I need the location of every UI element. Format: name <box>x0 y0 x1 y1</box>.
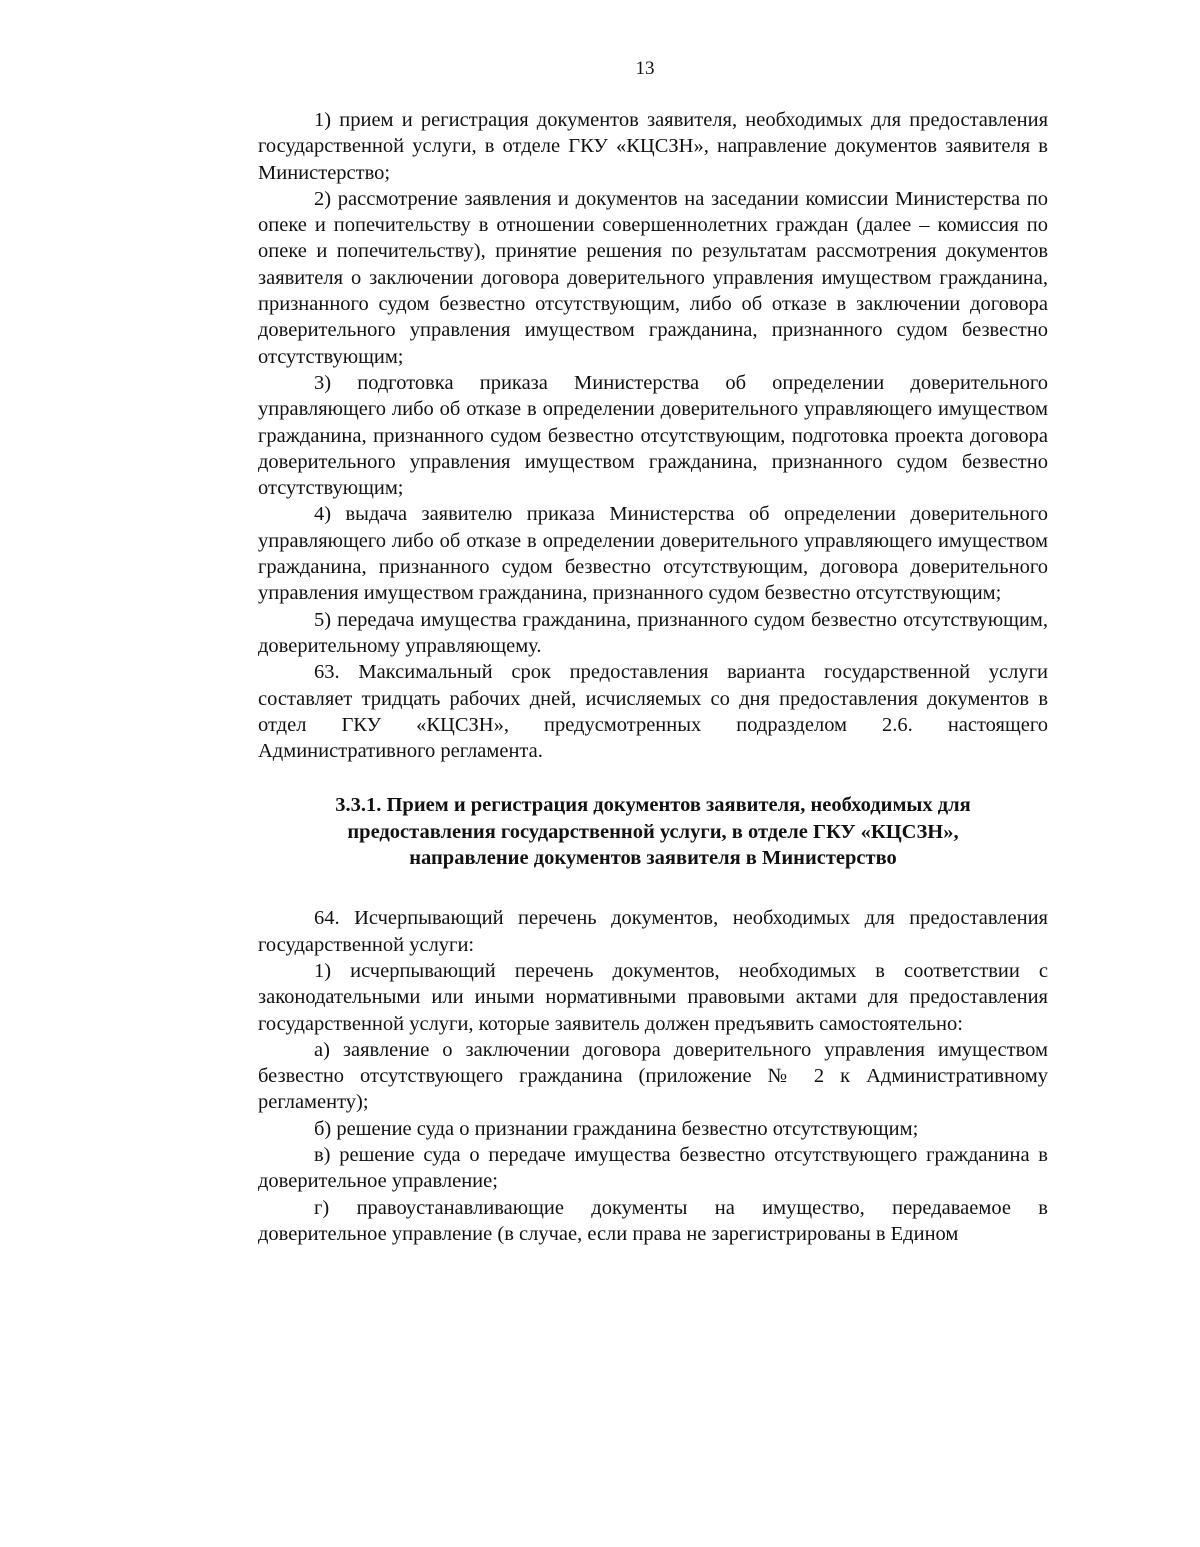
section-heading <box>258 792 1048 871</box>
page-number: 13 <box>635 58 655 79</box>
section-heading-line-2: предоставления государственной услуги, в отделе ГКУ «КЦСЗН», <box>347 820 959 843</box>
list-item-4: 4) выдача заявителю приказа Министерства об определении доверительного управляющего либо об отказе в определении доверительного управляющего имуществом гражданина, признанного судом безвестно отсутствующим, договора доверительного управления имуществом гражданина, признанного судом безвестно отсутствующим; <box>258 503 1048 605</box>
section-heading-line-3: направление документов заявителя в Министерство <box>409 847 897 870</box>
list-item-2: 2) рассмотрение заявления и документов на заседании комиссии Министерства по опеке и попечительству в отношении совершеннолетних граждан (далее – комиссия по опеке и попечительству), принятие решения по результатам рассмотрения документов заявителя о заключении договора доверительного управления имуществом гражданина, признанного судом безвестно отсутствующим, либо об отказе в заключении договора доверительного управления имуществом гражданина, признанного судом безвестно отсутствующим; <box>258 187 1048 368</box>
subclause-a: а) заявление о заключении договора доверительного управления имуществом безвестно отсутствующего гражданина (приложение № 2 к Административному регламенту); <box>258 1038 1048 1114</box>
subclause-g: г) правоустанавливающие документы на имущество, передаваемое в доверительное управление (в случае, если права не зарегистрированы в Едином <box>258 1196 1048 1245</box>
subclause-b: б) решение суда о признании гражданина безвестно отсутствующим; <box>314 1117 919 1140</box>
subclause-1: 1) исчерпывающий перечень документов, необходимых в соответствии с законодательными или иными нормативными правовыми актами для предоставления государственной услуги, которые заявитель должен предъявить самостоятельно: <box>258 959 1048 1035</box>
clause-64: 64. Исчерпывающий перечень документов, необходимых для предоставления государственной услуги: <box>258 907 1048 956</box>
subclause-v: в) решение суда о передаче имущества безвестно отсутствующего гражданина в доверительное управление; <box>258 1143 1048 1193</box>
list-item-5: 5) передача имущества гражданина, признанного судом безвестно отсутствующим, доверительному управляющему. <box>258 608 1048 657</box>
section-heading-line-1: 3.3.1. Прием и регистрация документов заявителя, необходимых для <box>335 794 971 817</box>
list-item-3: 3) подготовка приказа Министерства об определении доверительного управляющего либо об отказе в определении доверительного управляющего имуществом гражданина, признанного судом безвестно отсутствующим, подготовка проекта договора доверительного управления имуществом гражданина, признанного судом безвестно отсутствующим; <box>258 371 1048 500</box>
list-item-1: 1) прием и регистрация документов заявителя, необходимых для предоставления государственной услуги, в отделе ГКУ «КЦСЗН», направление документов заявителя в Министерство; <box>258 109 1048 184</box>
clause-63: 63. Максимальный срок предоставления варианта государственной услуги составляет тридцать рабочих дней, исчисляемых со дня предоставления документов в отдел ГКУ «КЦСЗН», предусмотренных подразделом 2.6. настоящего Административного регламента. <box>258 661 1048 763</box>
document-body <box>258 107 1048 1247</box>
